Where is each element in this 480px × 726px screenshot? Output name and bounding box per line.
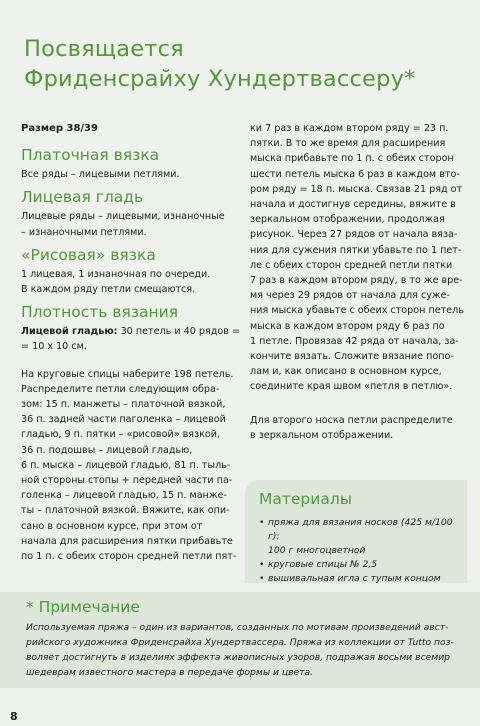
text-line: Для второго носка петли распределите xyxy=(250,414,453,426)
title-line-1: Посвящается xyxy=(24,36,184,62)
bullet-icon: • xyxy=(259,559,265,570)
section-heading-garter: Платочная вязка xyxy=(21,146,160,165)
bullet-icon: • xyxy=(259,517,265,528)
text-line: по 1 п. с обеих сторон средней петли пят- xyxy=(21,551,237,563)
text-line: Распределите петли следующим обра- xyxy=(21,383,220,395)
materials-item-text xyxy=(268,516,457,558)
text-line: в зеркальном отображении. xyxy=(250,429,394,441)
text-line: шедеврам известного мастера в передаче формы и цвета. xyxy=(26,667,314,678)
text-line: 6 п. мыска – лицевой гладью, 81 п. тыль- xyxy=(21,459,231,471)
text-line: На круговые спицы наберите 198 петель. xyxy=(21,368,234,380)
text-line: = 10 х 10 см. xyxy=(21,341,87,353)
text-line: мыска в каждом втором ряду 6 раз по xyxy=(250,320,445,332)
text-line: сано в основном курсе, при этом от xyxy=(21,520,203,532)
text-line: кончите вязать. Сложите вязание попо- xyxy=(250,351,454,363)
title-line-2: Фриденсрайху Хундертвассеру* xyxy=(24,66,416,92)
text-line: ной стороны стопы + передней части па- xyxy=(21,475,233,487)
materials-item xyxy=(259,558,457,572)
text-line: зеркальном отображении, продолжая xyxy=(250,214,445,226)
section-text-garter xyxy=(21,167,241,182)
text-line: Используемая пряжа – один из вариантов, созданных по мотивам произведений авст- xyxy=(26,622,449,633)
text-line: 1 лицевая, 1 изнаночная по очереди. xyxy=(21,268,211,280)
text-line: Все ряды – лицевыми петлями. xyxy=(21,169,180,181)
page-number: 8 xyxy=(10,710,18,723)
text-line: 36 п. задней части паголенка – лицевой xyxy=(21,414,226,426)
text-line: ния мыска убавьте с обеих сторон петель xyxy=(250,305,464,317)
density-value: 30 петель и 40 рядов = xyxy=(117,326,240,338)
page-title xyxy=(24,34,464,94)
text-line: ле с обеих сторон средней петли пятки xyxy=(250,259,453,271)
section-heading-seed: «Рисовая» вязка xyxy=(21,245,156,264)
text-line: В каждом ряду петли смещаются. xyxy=(21,284,196,296)
text-line: голенка – лицевой гладью, 15 п. манже- xyxy=(21,490,227,502)
text-line xyxy=(21,324,241,339)
text-line: начала и достигнув середины, вяжите в xyxy=(250,199,456,211)
left-column xyxy=(21,121,241,564)
text-line: мыска прибавьте по 1 п. с обеих сторон xyxy=(250,153,454,165)
note-text xyxy=(26,620,456,680)
section-text-stockinette xyxy=(21,209,241,239)
materials-item-line: пряжа для вязания носков (425 м/100 г): xyxy=(268,517,453,542)
text-line: зом: 15 п. манжеты – платочной вязкой, xyxy=(21,399,226,411)
text-line: шести петель мыска 6 раз в каждом вто- xyxy=(250,168,460,180)
text-line: 36 п. подошвы – лицевой гладью, xyxy=(21,444,193,456)
text-line: гладью, 9 п. пятки – «рисовой» вязкой, xyxy=(21,429,221,441)
continued-instructions xyxy=(250,121,468,395)
text-line: рисунок. Через 27 рядов от начала вяза- xyxy=(250,229,458,241)
text-line: лам и, как описано в основном курсе, xyxy=(250,366,442,378)
text-line: 7 раз в каждом втором ряду, в то же вре- xyxy=(250,275,463,287)
text-line: ром ряду = 18 п. мыска. Связав 21 ряд от xyxy=(250,183,463,195)
materials-panel xyxy=(245,480,467,583)
text-line: – изнаночными петлями. xyxy=(21,226,147,238)
text-line: 1 петле. Провязав 42 ряда от начала, за- xyxy=(250,335,459,347)
text-line: ты – платочной вязкой. Вяжите, как опи- xyxy=(21,505,230,517)
text-line: воляет достигнуть в изделиях эффекта живописных узоров, подражая восьми всемир xyxy=(26,652,451,663)
materials-item-text: вышивальная игла с тупым концом xyxy=(268,573,441,584)
text-line: ки 7 раз в каждом втором ряду = 23 п. xyxy=(250,123,449,134)
text-line: начала для расширения пятки прибавьте xyxy=(21,535,233,547)
right-column xyxy=(250,121,468,443)
size-label: Размер 38/39 xyxy=(21,123,98,134)
section-heading-density: Плотность вязания xyxy=(21,303,179,322)
text-line: ния для сужения пятки убавьте по 1 пет- xyxy=(250,244,462,256)
materials-item-text: круговые спицы № 2,5 xyxy=(268,559,378,570)
note-heading: * Примечание xyxy=(26,598,140,616)
materials-item xyxy=(259,516,457,558)
section-heading-stockinette: Лицевая гладь xyxy=(21,188,144,207)
main-instructions xyxy=(21,367,241,565)
second-sock-instructions xyxy=(250,413,468,443)
materials-item xyxy=(259,572,457,586)
text-line: Лицевые ряды – лицевыми, изнаночные xyxy=(21,211,225,223)
materials-item-line: 100 г многоцветной xyxy=(268,545,366,556)
note-panel xyxy=(0,592,480,688)
bullet-icon: • xyxy=(259,573,265,584)
density-text xyxy=(21,324,241,354)
text-line: рийского художника Фриденсрайха Хундертвассера. Пряжа из коллекции от Tutto поз- xyxy=(26,637,454,648)
section-text-seed xyxy=(21,267,241,297)
text-line: мя через 29 рядов от начала для суже- xyxy=(250,290,450,302)
text-line: соедините края швом «петля в петлю». xyxy=(250,381,453,393)
density-label: Лицевой гладью: xyxy=(21,326,118,338)
materials-heading: Материалы xyxy=(259,490,352,508)
text-line: пятки. В то же время для расширения xyxy=(250,138,446,150)
